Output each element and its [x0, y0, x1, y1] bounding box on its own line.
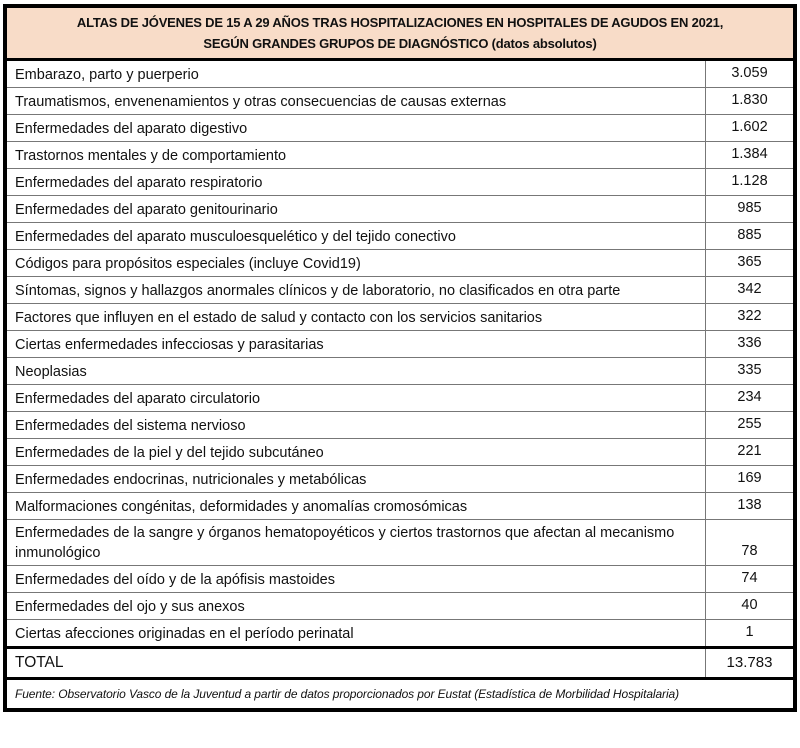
diagnosis-table — [3, 4, 797, 712]
discharge-count: 1.384 — [705, 142, 793, 168]
table-row — [7, 466, 793, 493]
discharge-count: 322 — [705, 304, 793, 330]
discharge-count: 985 — [705, 196, 793, 222]
table-row — [7, 331, 793, 358]
table-row — [7, 61, 793, 88]
table-row — [7, 115, 793, 142]
diagnosis-label: Ciertas enfermedades infecciosas y parasitarias — [15, 336, 324, 353]
diagnosis-label: Síntomas, signos y hallazgos anormales clínicos y de laboratorio, no clasificados en otra parte — [15, 282, 621, 299]
table-row — [7, 566, 793, 593]
discharge-count: 885 — [705, 223, 793, 249]
total-label: TOTAL — [15, 654, 64, 671]
table-title-line2: SEGÚN GRANDES GRUPOS DE DIAGNÓSTICO (datos absolutos) — [203, 36, 597, 51]
diagnosis-label: Enfermedades de la piel y del tejido subcutáneo — [15, 444, 324, 461]
discharge-count: 234 — [705, 385, 793, 411]
table-row — [7, 142, 793, 169]
diagnosis-label: Traumatismos, envenenamientos y otras consecuencias de causas externas — [15, 93, 507, 110]
table-row — [7, 385, 793, 412]
table-row — [7, 493, 793, 520]
table-row — [7, 196, 793, 223]
diagnosis-label: Enfermedades del aparato digestivo — [15, 120, 248, 137]
diagnosis-label: Códigos para propósitos especiales (incluye Covid19) — [15, 255, 361, 272]
diagnosis-label: Enfermedades del sistema nervioso — [15, 417, 246, 434]
discharge-count: 221 — [705, 439, 793, 465]
discharge-count: 365 — [705, 250, 793, 276]
diagnosis-label: Enfermedades de la sangre y órganos hematopoyéticos y ciertos trastornos que afectan al mecanismo inmunológico — [15, 525, 675, 561]
table-row — [7, 223, 793, 250]
diagnosis-label: Factores que influyen en el estado de salud y contacto con los servicios sanitarios — [15, 309, 543, 326]
table-title-line1: ALTAS DE JÓVENES DE 15 A 29 AÑOS TRAS HOSPITALIZACIONES EN HOSPITALES DE AGUDOS EN 2021, — [76, 15, 724, 30]
discharge-count: 255 — [705, 412, 793, 438]
diagnosis-label: Trastornos mentales y de comportamiento — [15, 147, 287, 164]
diagnosis-label: Enfermedades del aparato circulatorio — [15, 390, 261, 407]
discharge-count: 1.128 — [705, 169, 793, 195]
diagnosis-label: Neoplasias — [15, 363, 87, 380]
discharge-count: 1.830 — [705, 88, 793, 114]
diagnosis-label: Enfermedades endocrinas, nutricionales y metabólicas — [15, 471, 367, 488]
discharge-count: 336 — [705, 331, 793, 357]
table-row — [7, 250, 793, 277]
discharge-count: 74 — [705, 566, 793, 592]
table-row — [7, 277, 793, 304]
discharge-count: 169 — [705, 466, 793, 492]
discharge-count: 335 — [705, 358, 793, 384]
diagnosis-label: Ciertas afecciones originadas en el período perinatal — [15, 625, 354, 642]
total-value: 13.783 — [705, 649, 793, 677]
diagnosis-label: Enfermedades del aparato genitourinario — [15, 201, 278, 218]
discharge-count: 138 — [705, 493, 793, 519]
discharge-count: 78 — [705, 520, 793, 565]
table-body — [7, 61, 793, 646]
diagnosis-label: Embarazo, parto y puerperio — [15, 66, 199, 83]
discharge-count: 1.602 — [705, 115, 793, 141]
diagnosis-label: Enfermedades del aparato respiratorio — [15, 174, 263, 191]
diagnosis-label: Enfermedades del aparato musculoesquelético y del tejido conectivo — [15, 228, 456, 245]
table-row — [7, 88, 793, 115]
total-row — [7, 646, 793, 680]
table-row — [7, 620, 793, 646]
source-note: Fuente: Observatorio Vasco de la Juventud a partir de datos proporcionados por Eustat (Estadística de Morbilidad Hospitalaria) — [15, 687, 679, 701]
table-row — [7, 412, 793, 439]
diagnosis-label: Malformaciones congénitas, deformidades y anomalías cromosómicas — [15, 498, 468, 515]
discharge-count: 1 — [705, 620, 793, 646]
table-row — [7, 358, 793, 385]
table-row — [7, 169, 793, 196]
table-row — [7, 439, 793, 466]
discharge-count: 342 — [705, 277, 793, 303]
discharge-count: 40 — [705, 593, 793, 619]
diagnosis-label: Enfermedades del ojo y sus anexos — [15, 598, 245, 615]
discharge-count: 3.059 — [705, 61, 793, 87]
table-row — [7, 593, 793, 620]
table-title — [7, 8, 793, 61]
diagnosis-label: Enfermedades del oído y de la apófisis mastoides — [15, 571, 335, 588]
table-row — [7, 304, 793, 331]
table-row — [7, 520, 793, 566]
